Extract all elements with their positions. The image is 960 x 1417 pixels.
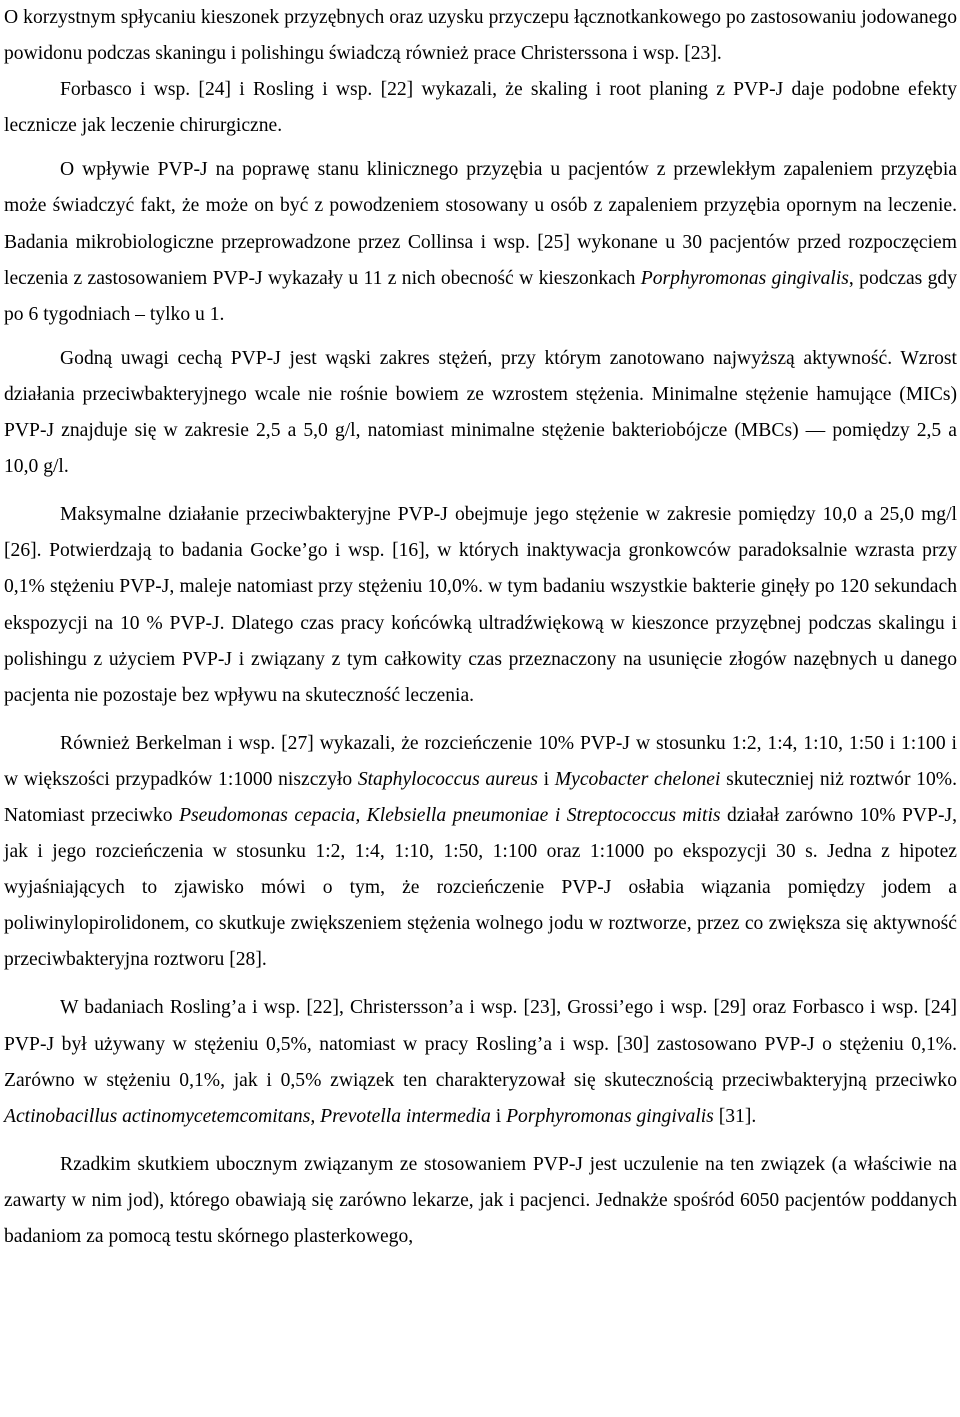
species-name: Pseudomonas cepacia, Klebsiella pneumoniae i Streptococcus mitis [179,804,721,826]
paragraph-7: W badaniach Rosling’a i wsp. [22], Christersson’a i wsp. [23], Grossi’ego i wsp. [29] oraz Forbasco i wsp. [24] PVP-J był używany w stężeniu 0,5%, natomiast w pracy Rosling’a i wsp. [30] zastosowano PVP-J o stężeniu 0,1%. Zarówno w stężeniu 0,1%, jak i 0,5% związek ten charakteryzował się skutecznością przeciwbakteryjną przeciwko Actinobacillus actinomycetemcomitans, Prevotella intermedia i Porphyromonas gingivalis [31]. [4,997,957,1127]
paragraph-3: O wpływie PVP-J na poprawę stanu klinicznego przyzębia u pacjentów z przewlekłym zapaleniem przyzębia może świadczyć fakt, że może on być z powodzeniem stosowany u osób z zapaleniem przyzębia opornym na leczenie. Badania mikrobiologiczne przeprowadzone przez Collinsa i wsp. [25] wykonane u 30 pacjentów przed rozpoczęciem leczenia z zastosowaniem PVP-J wykazały u 11 z nich obecność w kieszonkach Porphyromonas gingivalis, podczas gdy po 6 tygodniach – tylko u 1. [4,159,957,325]
document-page [4,0,957,1255]
species-name: Actinobacillus actinomycetemcomitans, Prevotella intermedia [4,1105,491,1127]
paragraph-2: Forbasco i wsp. [24] i Rosling i wsp. [22] wykazali, że skaling i root planing z PVP-J daje podobne efekty lecznicze jak leczenie chirurgiczne. [4,79,957,137]
paragraph-8: Rzadkim skutkiem ubocznym związanym ze stosowaniem PVP-J jest uczulenie na ten związek (a właściwie na zawarty w nim jod), którego obawiają się zarówno lekarze, jak i pacjenci. Jednakże spośród 6050 pacjentów poddanych badaniom za pomocą testu skórnego plasterkowego, [4,1153,957,1247]
species-name: Mycobacter chelonei [554,768,721,790]
species-name: Porphyromonas gingivalis [640,267,849,289]
species-name: Staphylococcus aureus [357,768,538,790]
paragraph-6: Również Berkelman i wsp. [27] wykazali, że rozcieńczenie 10% PVP-J w stosunku 1:2, 1:4, 1:10, 1:50 i 1:100 i w większości przypadków 1:1000 niszczyło Staphylococcus aureus i Mycobacter chelonei skuteczniej niż roztwór 10%. Natomiast przeciwko Pseudomonas cepacia, Klebsiella pneumoniae i Streptococcus mitis działał zarówno 10% PVP-J, jak i jego rozcieńczenia w stosunku 1:2, 1:4, 1:10, 1:50, 1:100 oraz 1:1000 po ekspozycji 30 s. Jedna z hipotez wyjaśniających to zjawisko mówi o tym, że rozcieńczenie PVP-J osłabia wiązania pomiędzy jodem a poliwinylopirolidonem, co skutkuje zwiększeniem stężenia wolnego jodu w roztworze, przez co zwiększa się aktywność przeciwbakteryjna roztworu [28]. [4,732,957,971]
paragraph-5: Maksymalne działanie przeciwbakteryjne PVP-J obejmuje jego stężenie w zakresie pomiędzy 10,0 a 25,0 mg/l [26]. Potwierdzają to badania Gocke’go i wsp. [16], w których inaktywacja gronkowców paradoksalnie wzrasta przy 0,1% stężeniu PVP-J, maleje natomiast przy stężeniu 10,0%. w tym badaniu wszystkie bakterie ginęły po 120 sekundach ekspozycji na 10 % PVP-J. Dlatego czas pracy końcówką ultradźwiękową w kieszonce przyzębnej podczas skalingu i polishingu z użyciem PVP-J i związany z tym całkowity czas przeznaczony na usunięcie złogów nazębnych u danego pacjenta nie pozostaje bez wpływu na skuteczność leczenia. [4,504,957,706]
species-name: Porphyromonas gingivalis [506,1105,714,1127]
paragraph-1: O korzystnym spłycaniu kieszonek przyzębnych oraz uzysku przyczepu łącznotkankowego po zastosowaniu jodowanego powidonu podczas skaningu i polishingu świadczą również prace Christerssona i wsp. [23]. [4,7,957,65]
paragraph-4: Godną uwagi cechą PVP-J jest wąski zakres stężeń, przy którym zanotowano najwyższą aktywność. Wzrost działania przeciwbakteryjnego wcale nie rośnie bowiem ze wzrostem stężenia. Minimalne stężenie hamujące (MICs) PVP-J znajduje się w zakresie 2,5 a 5,0 g/l, natomiast minimalne stężenie bakteriobójcze (MBCs) — pomiędzy 2,5 a 10,0 g/l. [4,347,957,478]
